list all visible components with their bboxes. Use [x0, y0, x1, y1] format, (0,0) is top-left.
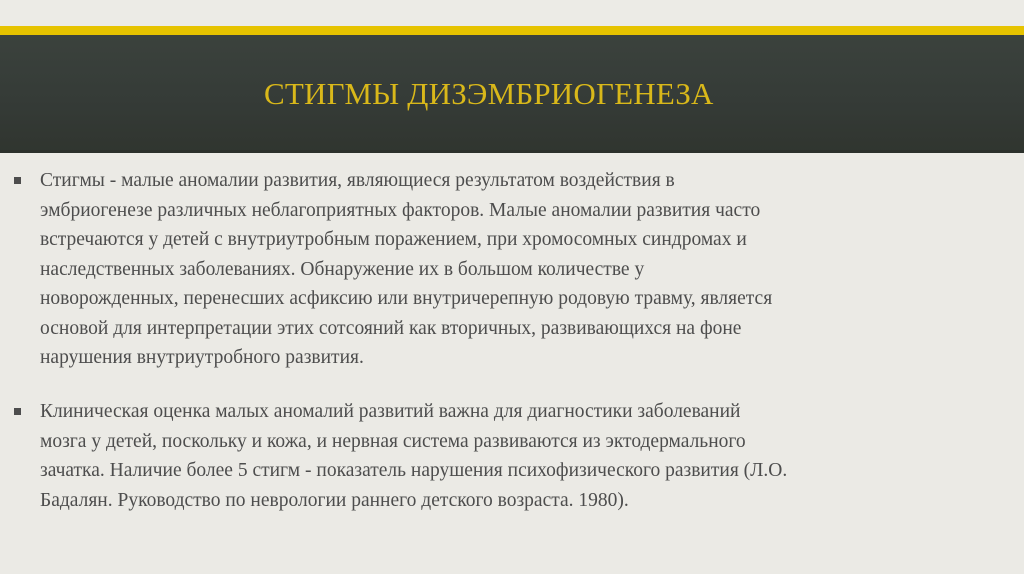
text-line: нарушения внутриутробного развития.	[40, 347, 364, 368]
text-line: Клиническая оценка малых аномалий развитий важна для диагностики заболеваний	[40, 401, 741, 422]
accent-rule	[0, 26, 1024, 35]
bullet-square-icon	[14, 408, 21, 415]
text-line: Стигмы - малые аномалии развития, являющиеся результатом воздействия в	[40, 170, 675, 191]
bullet-item	[40, 397, 1000, 515]
top-margin	[0, 0, 1024, 26]
text-line: зачатка. Наличие более 5 стигм - показатель нарушения психофизического развития (Л.О.	[40, 460, 788, 481]
text-line: Бадалян. Руководство по неврологии раннего детского возраста. 1980).	[40, 489, 629, 511]
slide-title: СТИГМЫ ДИЗЭМБРИОГЕНЕЗА	[264, 76, 714, 111]
text-line: наследственных заболеваниях. Обнаружение их в большом количестве у	[40, 258, 645, 280]
text-line: основой для интерпретации этих сотсояний как вторичных, развивающихся на фоне	[40, 317, 742, 339]
bullet-square-icon	[14, 177, 21, 184]
bullet-item	[40, 166, 1000, 373]
text-line: эмбриогенезе различных неблагоприятных факторов. Малые аномалии развития часто	[40, 199, 761, 221]
text-line: мозга у детей, поскольку и кожа, и нервная система развиваются из эктодермального	[40, 430, 746, 452]
text-line: новорожденных, перенесших асфиксию или внутричерепную родовую травму, является	[40, 288, 773, 309]
text-line: встречаются у детей с внутриутробным поражением, при хромосомных синдромах и	[40, 229, 747, 250]
